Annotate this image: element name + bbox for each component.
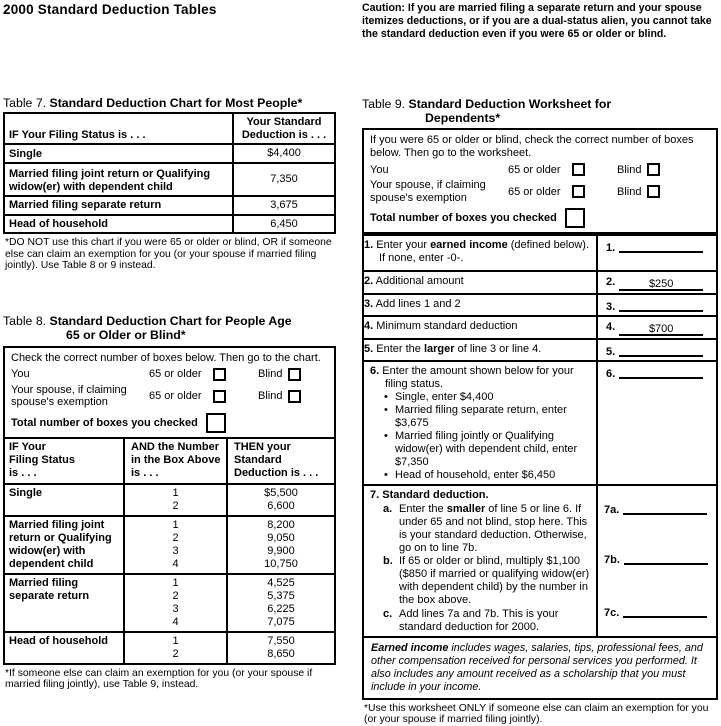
- table7: [3, 112, 336, 234]
- line3-text: 3. Add lines 1 and 2: [364, 298, 461, 311]
- spouse-label-line2: spouse's exemption: [370, 191, 467, 204]
- table7-caption-prefix: Table 7.: [3, 96, 47, 110]
- table8-you-row: [11, 368, 328, 381]
- line3-entry-cell: 3.: [596, 295, 716, 315]
- bullet-icon: •: [384, 469, 388, 482]
- table8-footnote: *If someone else can claim an exemption for you (or your spouse if married filing jointly), use Table 9, instead.: [5, 667, 313, 690]
- line1-text: 1. Enter your earned income (defined below). If none, enter -0-.: [364, 239, 590, 265]
- filing-status-label: Single: [5, 145, 234, 162]
- line4-entry-cell: 4. $700: [596, 317, 716, 338]
- worksheet-line-6: [364, 360, 716, 484]
- table8-spouse-row: [11, 384, 328, 409]
- table8-caption-title-line1: Standard Deduction Chart for People Age: [49, 313, 292, 328]
- line2-entry-blank[interactable]: $250: [619, 278, 703, 291]
- worksheet-line-1: [364, 234, 716, 270]
- line6-bullet-3: • Married filing jointly or Qualifying widow(er) with dependent child, enter $7,350: [384, 430, 578, 469]
- line6-entry-cell: 6.: [596, 362, 716, 484]
- table8-you-blind-checkbox[interactable]: [288, 368, 301, 381]
- line7c-text: c. Add lines 7a and 7b. This is your standard deduction for 2000.: [383, 607, 559, 633]
- deduction-amount: 7,350: [270, 173, 298, 186]
- table7-caption-title: Standard Deduction Chart for Most People*: [49, 96, 303, 110]
- filing-status-label: Married filing separate return: [5, 197, 234, 214]
- filing-status-label: Married filing joint return or Qualifying widow(er) with dependent child: [5, 517, 125, 573]
- blind-label: Blind: [617, 163, 642, 176]
- caution-note: Caution: If you are married filing a separate return and your spouse itemizes deductions, or if you are a dual-status alien, you cannot take the standard deduction even if you were 65 or older or blind.: [362, 2, 712, 40]
- filing-status-label: Married filing separate return: [5, 575, 125, 631]
- line6-bullet-2: • Married filing separate return, enter $3,675: [384, 404, 567, 430]
- table7-caption: [3, 96, 336, 110]
- line2-text: 2. Additional amount: [364, 275, 464, 288]
- table8-chart: [5, 439, 334, 663]
- worksheet-line-7: [364, 484, 716, 636]
- right-column: [362, 2, 718, 726]
- line7-entry-cell: 7a. 7b. 7c.: [596, 486, 716, 636]
- table8-total-row: [11, 413, 328, 433]
- deduction-amounts: 4,525 5,375 6,225 7,075: [267, 576, 295, 628]
- line1-entry-cell: 1.: [596, 236, 716, 270]
- blind-label: Blind: [258, 390, 283, 402]
- table8-caption-title-line2: 65 or Older or Blind*: [66, 327, 186, 342]
- box-count-values: 1 2 3 4: [125, 575, 228, 631]
- box-count-values: 1 2: [125, 485, 228, 515]
- line7c-entry-blank[interactable]: [623, 605, 707, 618]
- spouse-label-line2: spouse's exemption: [11, 396, 108, 408]
- worksheet-line-3: [364, 293, 716, 315]
- table9-spouse-blind-checkbox[interactable]: [647, 185, 660, 198]
- table7-col2-header: Your Standard Deduction is . . .: [241, 116, 327, 141]
- line7a-entry-blank[interactable]: [623, 502, 707, 515]
- filing-status-label: Head of household: [5, 216, 234, 233]
- table-row: [5, 195, 334, 214]
- you-label: You: [370, 163, 389, 176]
- table9-caption-title-line1: Standard Deduction Worksheet for: [408, 97, 612, 112]
- table9-total-boxes-checkbox[interactable]: [565, 208, 585, 228]
- line4-text: 4. Minimum standard deduction: [364, 320, 518, 333]
- table-row: [5, 573, 334, 631]
- table9-spouse-older-checkbox[interactable]: [572, 185, 585, 198]
- table8-chart-header: [5, 439, 334, 483]
- table7-header-row: [5, 114, 334, 143]
- table9-checkbox-instruction: If you were 65 or older or blind, check the correct number of boxes below. Then go to the worksheet.: [370, 134, 694, 160]
- line7b-text: b. If 65 or older or blind, multiply $1,100 ($850 if married or qualifying widow(er) with dependent child) by the number in the box above.: [383, 555, 590, 607]
- filing-status-label: Single: [5, 485, 125, 515]
- bullet-icon: •: [384, 404, 388, 417]
- table8-spouse-blind-checkbox[interactable]: [288, 390, 301, 403]
- table8-caption: [3, 314, 336, 328]
- table8-col1-header: IF Your Filing Status is . . .: [5, 439, 125, 483]
- deduction-amount: 6,450: [270, 217, 298, 230]
- spouse-label-line1: Your spouse, if claiming: [370, 179, 486, 192]
- filing-status-label: Head of household: [5, 633, 125, 663]
- line7a-text: a. Enter the smaller of line 5 or line 6. If under 65 and not blind, stop here. This is your standard deduction. Otherwise, go on to line 7b.: [383, 502, 588, 554]
- worksheet-line-2: [364, 270, 716, 293]
- table-row: [5, 515, 334, 573]
- page-title: 2000 Standard Deduction Tables: [3, 2, 217, 17]
- older-label: 65 or older: [508, 163, 561, 176]
- line1-entry-blank[interactable]: [619, 240, 703, 253]
- table8-checkbox-instruction: Check the correct number of boxes below. Then go to the chart.: [11, 351, 321, 364]
- spouse-label-line1: Your spouse, if claiming: [11, 383, 127, 396]
- filing-status-label: Married filing joint return or Qualifying widow(er) with dependent child: [5, 164, 234, 195]
- table7-col1-header: IF Your Filing Status is . . .: [5, 114, 234, 143]
- line7b-entry-blank[interactable]: [624, 552, 708, 565]
- table9-caption: [362, 97, 718, 111]
- line2-entry-cell: 2. $250: [596, 272, 716, 293]
- table9-footnote: *Use this worksheet ONLY if someone else can claim an exemption for you (or your spouse if married filing jointly).: [364, 702, 709, 726]
- deduction-amounts: $5,500 6,600: [264, 486, 298, 512]
- table7-footnote: *DO NOT use this chart if you were 65 or older or blind, OR if someone else can claim an exemption for you (or your spouse if married filing jointly). Use Table 8 or 9 instead.: [5, 237, 332, 271]
- table9-you-row: [370, 163, 710, 176]
- table8-total-boxes-checkbox[interactable]: [206, 413, 226, 433]
- blind-label: Blind: [258, 368, 283, 380]
- older-label: 65 or older: [149, 390, 202, 402]
- table8-checkbox-section: [5, 348, 334, 439]
- table9-spouse-row: [370, 179, 710, 204]
- table9-caption-prefix: Table 9.: [362, 97, 406, 112]
- table8-col3-header: THEN your Standard Deduction is . . .: [234, 440, 319, 479]
- deduction-amount: $4,400: [267, 147, 301, 160]
- line4-entry-blank[interactable]: $700: [619, 323, 703, 336]
- table9-checkbox-section: [364, 130, 716, 234]
- total-boxes-label: Total number of boxes you checked: [11, 416, 198, 429]
- line5-entry-blank[interactable]: [619, 344, 703, 357]
- table8-col2-header: AND the Number in the Box Above is . . .: [125, 439, 228, 483]
- table9-you-blind-checkbox[interactable]: [647, 163, 660, 176]
- line5-entry-cell: 5.: [596, 340, 716, 360]
- table8-caption-prefix: Table 8.: [3, 313, 47, 328]
- table8-you-older-checkbox[interactable]: [213, 368, 226, 381]
- table9-caption-title-line2: Dependents*: [425, 111, 501, 126]
- worksheet-line-5: [364, 338, 716, 360]
- deduction-amounts: 8,200 9,050 9,900 10,750: [264, 518, 298, 570]
- table9-total-row: [370, 208, 710, 228]
- left-column: [3, 2, 336, 691]
- table9-you-older-checkbox[interactable]: [572, 163, 585, 176]
- deduction-amounts: 7,550 8,650: [267, 634, 295, 660]
- table8-spouse-older-checkbox[interactable]: [213, 390, 226, 403]
- box-count-values: 1 2 3 4: [125, 517, 228, 573]
- table-row: [5, 631, 334, 663]
- line6-text: 6. Enter the amount shown below for your filing status. • Single, enter $4,400 • Married filing separate return, enter $3,675 • Married filing jointly or Qualifying widow(er) with dependent child, enter $7,350 • Head of household, enter $6,450: [364, 362, 596, 484]
- line7-text: 7. Standard deduction. a. Enter the smaller of line 5 or line 6. If under 65 and not blind, stop here. This is your standard deduction. Otherwise, go on to line 7b. b. If 65 or older or blind, multiply $1,100 ($850 if married or qualifying widow(er) with dependent child) by the number in the box above. c. Add lines 7a and 7b. This is your standard deduction for 2000.: [364, 486, 596, 636]
- blind-label: Blind: [617, 185, 642, 198]
- line6-entry-blank[interactable]: [619, 366, 703, 379]
- older-label: 65 or older: [508, 185, 561, 198]
- line3-entry-blank[interactable]: [619, 299, 703, 312]
- table8: [3, 346, 336, 665]
- total-boxes-label: Total number of boxes you checked: [370, 212, 557, 225]
- bullet-icon: •: [384, 391, 388, 404]
- deduction-amount: 3,675: [270, 199, 298, 211]
- spouse-label: [370, 179, 508, 204]
- table-row: [5, 143, 334, 162]
- table-row: [5, 162, 334, 195]
- table-row: [5, 483, 334, 515]
- line6-bullet-1: • Single, enter $4,400: [384, 391, 494, 404]
- you-label: You: [11, 367, 30, 380]
- bullet-icon: •: [384, 430, 388, 443]
- box-count-values: 1 2: [125, 633, 228, 663]
- line6-bullet-4: • Head of household, enter $6,450: [384, 469, 556, 482]
- table-row: [5, 214, 334, 233]
- older-label: 65 or older: [149, 368, 202, 380]
- worksheet-line-4: [364, 315, 716, 338]
- earned-income-definition: Earned income includes wages, salaries, tips, professional fees, and other compensation received for personal services you performed. It also includes any amount received as a scholarship that you must include in your income.: [364, 636, 716, 698]
- table9: [362, 128, 718, 700]
- spouse-label: [11, 384, 149, 409]
- line5-text: 5. Enter the larger of line 3 or line 4.: [364, 343, 542, 356]
